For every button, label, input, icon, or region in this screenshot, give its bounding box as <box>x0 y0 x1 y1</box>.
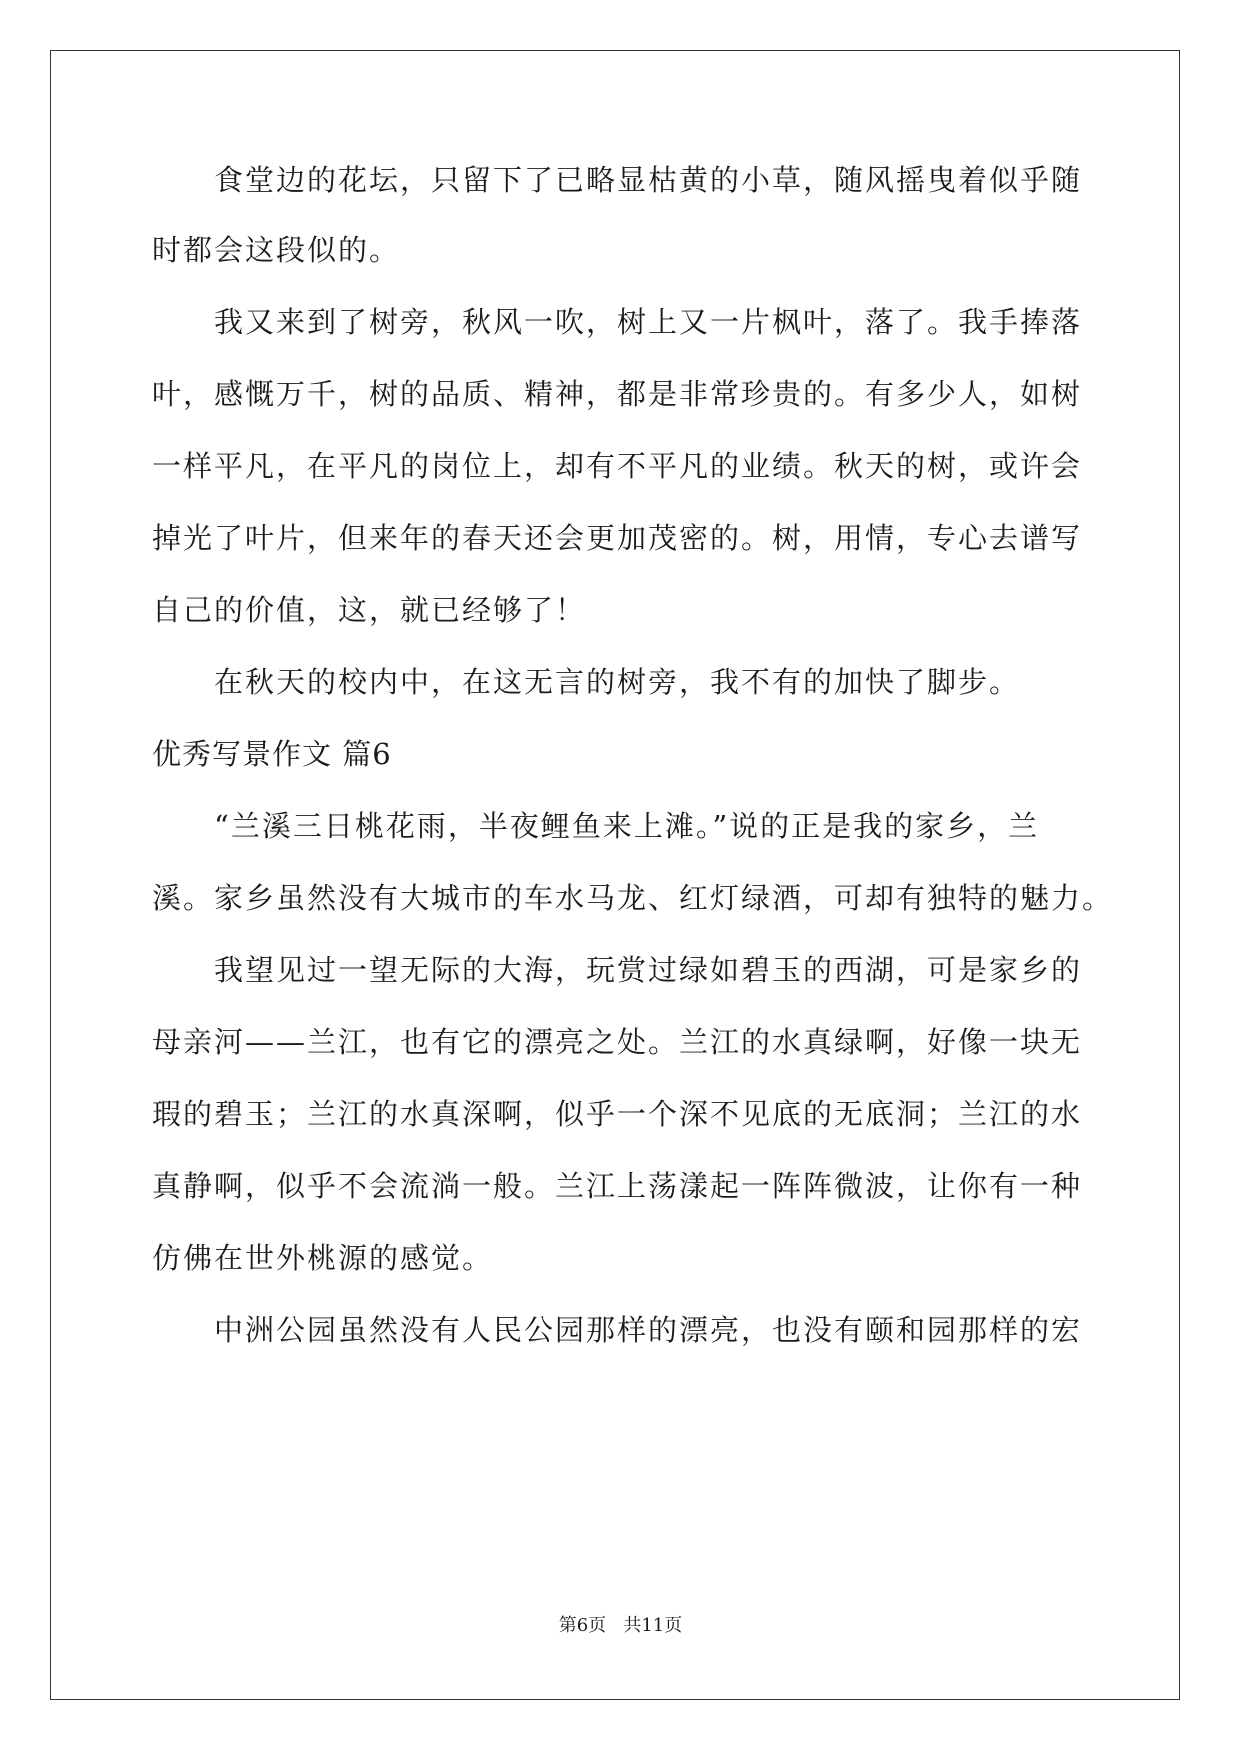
section-heading: 优秀写景作文 篇6 <box>152 737 392 771</box>
paragraph-line: 掉光了叶片，但来年的春天还会更加茂密的。树，用情，专心去谱写 <box>152 521 1083 555</box>
paragraph-line: 自己的价值，这，就已经够了！ <box>152 593 587 627</box>
paragraph-line: 叶，感慨万千，树的品质、精神，都是非常珍贵的。有多少人，如树 <box>152 377 1083 411</box>
paragraph-line: 溪。家乡虽然没有大城市的车水马龙、红灯绿酒，可却有独特的魅力。 <box>152 881 1114 915</box>
paragraph-line: 母亲河——兰江，也有它的漂亮之处。兰江的水真绿啊，好像一块无 <box>152 1025 1083 1059</box>
paragraph-line: 我又来到了树旁，秋风一吹，树上又一片枫叶，落了。我手捧落 <box>214 305 1083 339</box>
paragraph-line: 在秋天的校内中，在这无言的树旁，我不有的加快了脚步。 <box>214 665 1021 699</box>
paragraph-line: 瑕的碧玉；兰江的水真深啊，似乎一个深不见底的无底洞；兰江的水 <box>152 1097 1083 1131</box>
page-number-footer: 第6页 共11页 <box>558 1615 683 1636</box>
paragraph-line: 我望见过一望无际的大海，玩赏过绿如碧玉的西湖，可是家乡的 <box>214 953 1083 987</box>
paragraph-line: 时都会这段似的。 <box>152 233 401 267</box>
paragraph-line: 仿佛在世外桃源的感觉。 <box>152 1241 494 1275</box>
paragraph-line: 真静啊，似乎不会流淌一般。兰江上荡漾起一阵阵微波，让你有一种 <box>152 1169 1083 1203</box>
paragraph-line: 一样平凡，在平凡的岗位上，却有不平凡的业绩。秋天的树，或许会 <box>152 449 1083 483</box>
page-border <box>50 50 1180 1700</box>
paragraph-line: “兰溪三日桃花雨，半夜鲤鱼来上滩。”说的正是我的家乡，兰 <box>214 809 1040 843</box>
paragraph-line: 中洲公园虽然没有人民公园那样的漂亮，也没有颐和园那样的宏 <box>214 1313 1083 1347</box>
paragraph-line: 食堂边的花坛，只留下了已略显枯黄的小草，随风摇曳着似乎随 <box>214 163 1083 197</box>
